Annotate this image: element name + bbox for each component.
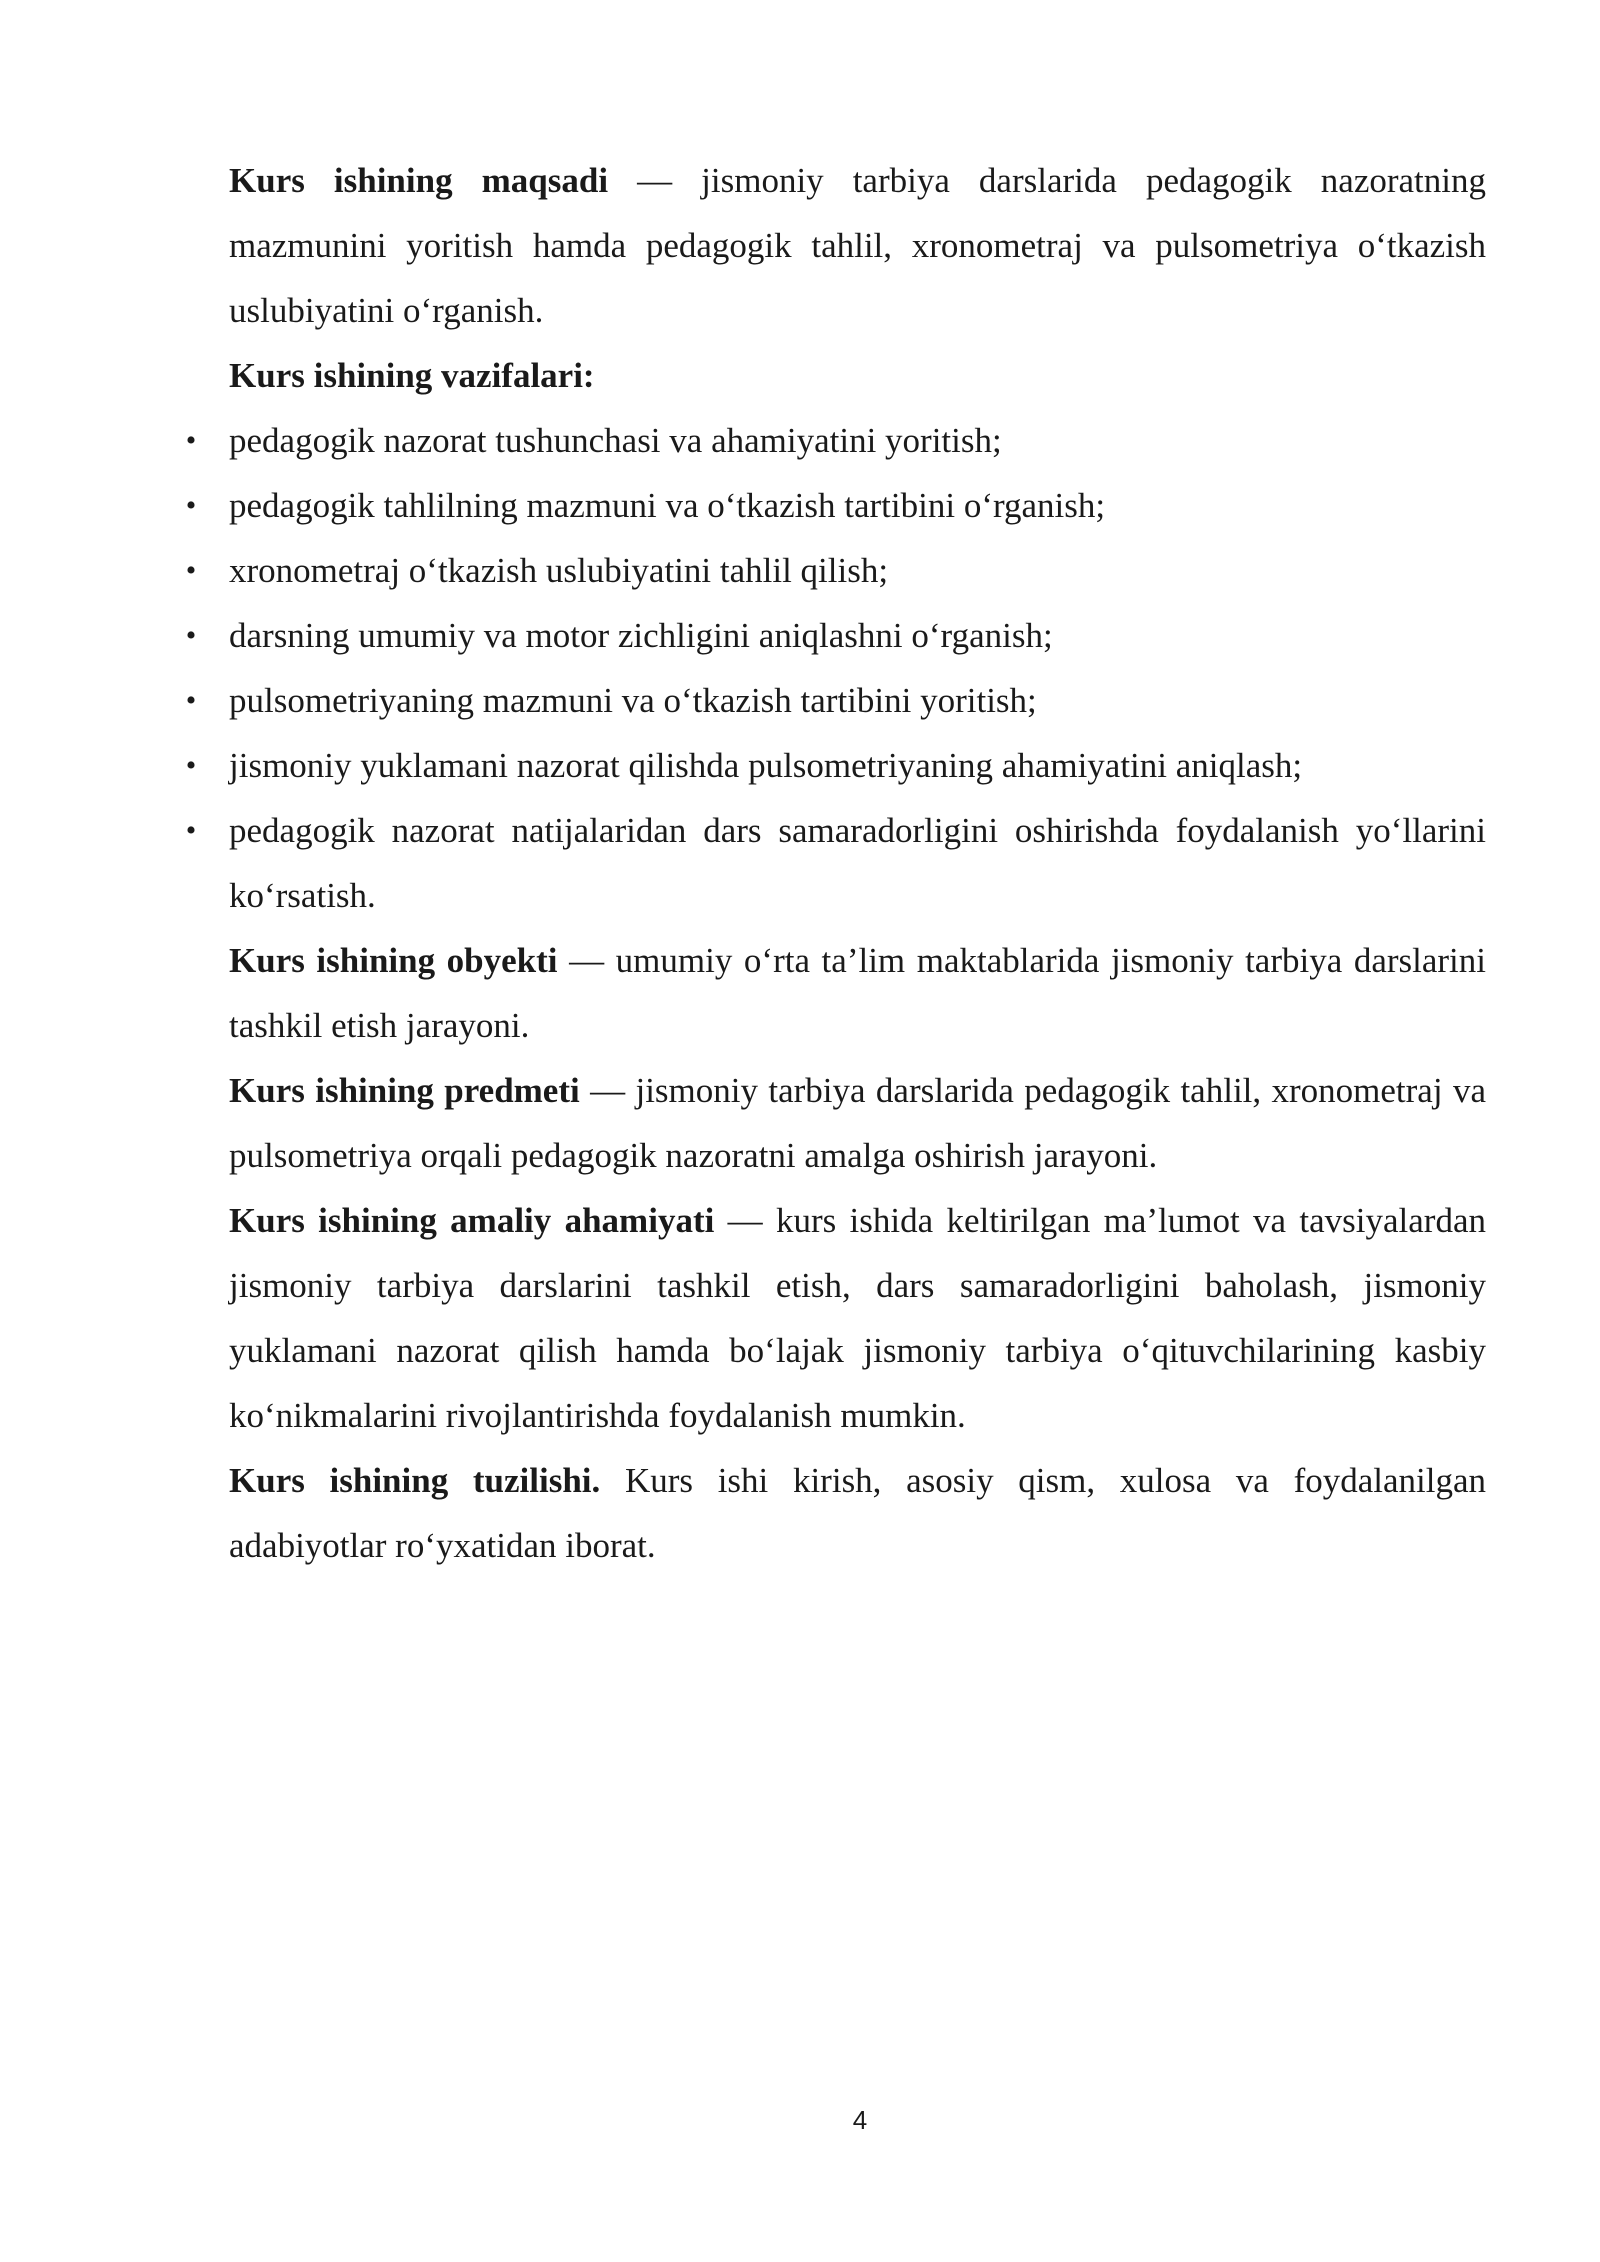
practical-label: Kurs ishining amaliy ahamiyati: [229, 1201, 715, 1240]
list-item: [185, 408, 1486, 473]
bullet-icon: •: [185, 684, 197, 717]
task-text: jismoniy yuklamani nazorat qilishda pulsometriyaning ahamiyatini aniqlash;: [229, 746, 1303, 785]
tasks-heading: Kurs ishining vazifalari:: [229, 356, 595, 395]
structure-text: Kurs ishi kirish, asosiy qism, xulosa va foydalanilgan adabiyotlar ro‘yxatidan iborat.: [229, 1461, 1487, 1565]
task-text: pulsometriyaning mazmuni va o‘tkazish tartibini yoritish;: [229, 681, 1037, 720]
subject-text: — jismoniy tarbiya darslarida pedagogik tahlil, xronometraj va pulsometriya orqali pedagogik nazoratni amalga oshirish jarayoni.: [229, 1071, 1486, 1175]
structure-label: Kurs ishining tuzilishi.: [229, 1461, 601, 1500]
bullet-icon: •: [185, 424, 197, 457]
subject-label: Kurs ishining predmeti: [229, 1071, 580, 1110]
bullet-icon: •: [185, 554, 197, 587]
goal-label: Kurs ishining maqsadi: [229, 161, 609, 200]
page-number: 4: [852, 2105, 868, 2135]
task-text: xronometraj o‘tkazish uslubiyatini tahlil qilish;: [229, 551, 889, 590]
list-item: [185, 603, 1486, 668]
bullet-icon: •: [185, 489, 197, 522]
list-item: [185, 538, 1486, 603]
object-text: — umumiy o‘rta ta’lim maktablarida jismoniy tarbiya darslarini tashkil etish jarayoni.: [229, 941, 1486, 1045]
practical-text: — kurs ishida keltirilgan ma’lumot va tavsiyalardan jismoniy tarbiya darslarini tashkil etish, dars samaradorligini baholash, jismoniy yuklamani nazorat qilish hamda bo‘lajak jismoniy tarbiya o‘qituvchilarining kasbiy ko‘nikmalarini rivojlantirishda foydalanish mumkin.: [229, 1201, 1486, 1435]
bullet-icon: •: [185, 619, 197, 652]
structure-paragraph: [229, 1448, 1486, 1578]
page-body: [185, 148, 1487, 1578]
list-item: [185, 798, 1486, 928]
list-item: [185, 668, 1486, 733]
task-text: pedagogik tahlilning mazmuni va o‘tkazish tartibini o‘rganish;: [229, 486, 1106, 525]
object-label: Kurs ishining obyekti: [229, 941, 558, 980]
bullet-icon: •: [185, 749, 197, 782]
practical-paragraph: [229, 1188, 1486, 1448]
object-paragraph: [229, 928, 1486, 1058]
task-text: pedagogik nazorat tushunchasi va ahamiyatini yoritish;: [229, 421, 1002, 460]
goal-text: — jismoniy tarbiya darslarida pedagogik nazoratning mazmunini yoritish hamda pedagogik tahlil, xronometraj va pulsometriya o‘tkazish uslubiyatini o‘rganish.: [229, 161, 1486, 330]
task-text: darsning umumiy va motor zichligini aniqlashni o‘rganish;: [229, 616, 1053, 655]
tasks-list: [185, 408, 1486, 928]
list-item: [185, 473, 1486, 538]
subject-paragraph: [229, 1058, 1486, 1188]
task-text: pedagogik nazorat natijalaridan dars samaradorligini oshirishda foydalanish yo‘llarini ko‘rsatish.: [229, 811, 1486, 915]
list-item: [185, 733, 1486, 798]
bullet-icon: •: [185, 814, 197, 847]
goal-paragraph: [229, 148, 1486, 343]
